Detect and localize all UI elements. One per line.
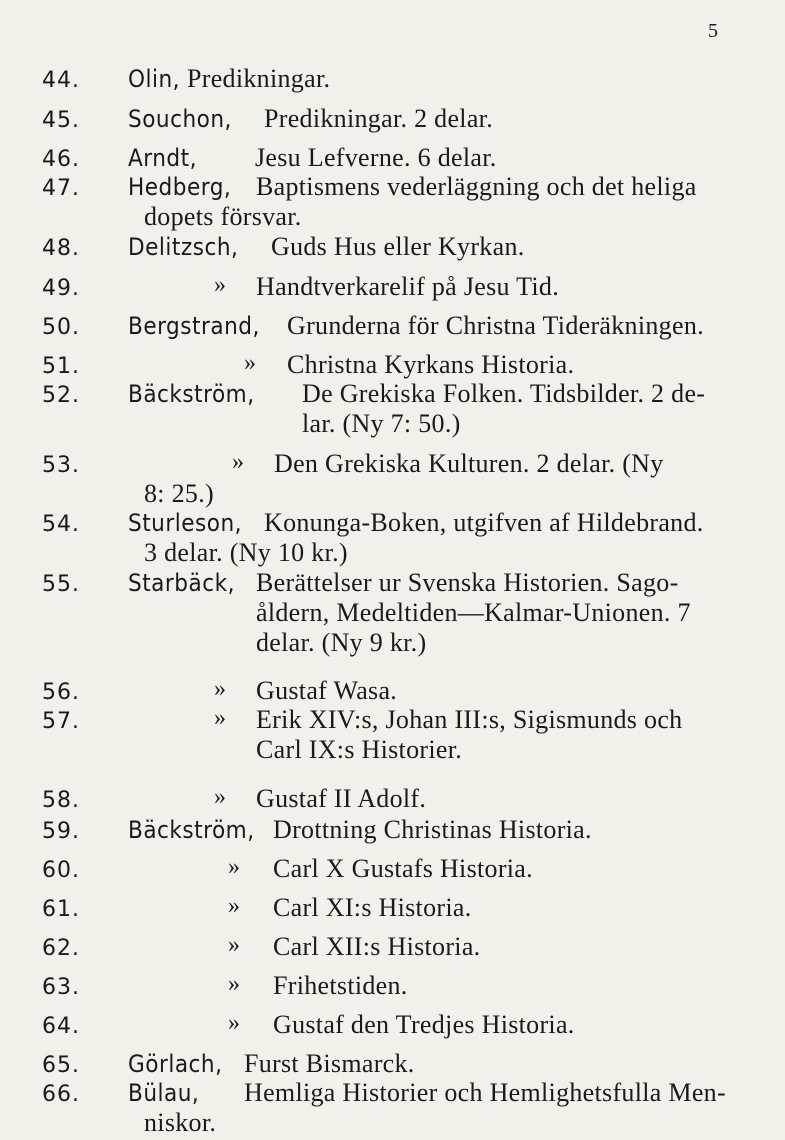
entry-author: Starbäck,	[128, 569, 235, 597]
entry-title: Furst Bismarck.	[244, 1049, 415, 1078]
entry-number: 65.	[42, 1053, 80, 1078]
ditto-mark: »	[228, 1010, 240, 1036]
ditto-mark: »	[214, 272, 226, 298]
ditto-mark: »	[244, 350, 256, 376]
entry-title: Carl XI:s Historia.	[273, 893, 472, 922]
entry-number: 55.	[42, 572, 80, 597]
ditto-mark: »	[228, 854, 240, 880]
entry-title: Konunga-Boken, utgifven af Hildebrand.	[264, 508, 704, 537]
entry-author: Hedberg,	[128, 173, 232, 201]
entry-title: Jesu Lefverne. 6 delar.	[255, 143, 497, 172]
entry-title: Carl XII:s Historia.	[273, 932, 481, 961]
entry-number: 66.	[42, 1082, 80, 1107]
entry-author: Souchon,	[128, 105, 232, 133]
entry-number: 52.	[42, 383, 80, 408]
entry-title: Christna Kyrkans Historia.	[287, 350, 575, 379]
entry-author: Bergstrand,	[128, 312, 260, 340]
entry-number: 62.	[42, 936, 80, 961]
entry-title: Drottning Christinas Historia.	[273, 815, 592, 844]
entry-number: 45.	[42, 108, 80, 133]
entry-title: Handtverkarelif på Jesu Tid.	[256, 272, 560, 301]
entry-author: Bäckström,	[128, 380, 255, 408]
entry-number: 53.	[42, 453, 80, 478]
entry-title: Grunderna för Christna Tideräkningen.	[287, 311, 704, 340]
entry-number: 46.	[42, 147, 80, 172]
entry-title: Gustaf den Tredjes Historia.	[273, 1010, 575, 1039]
ditto-mark: »	[228, 893, 240, 919]
entry-author: Bülau,	[128, 1079, 200, 1107]
entry-number: 59.	[42, 819, 80, 844]
entry-title: Erik XIV:s, Johan III:s, Sigismunds och	[256, 705, 683, 734]
entry-author: Sturleson,	[128, 509, 243, 537]
ditto-mark: »	[214, 676, 226, 702]
entry-number: 50.	[42, 315, 80, 340]
entry-title: Berättelser ur Svenska Historien. Sago-	[256, 568, 679, 597]
entry-title: Carl X Gustafs Historia.	[273, 854, 533, 883]
entry-title: Predikningar.	[187, 64, 331, 93]
entry-title: Gustaf Wasa.	[256, 676, 398, 705]
entry-number: 47.	[42, 176, 80, 201]
entry-number: 58.	[42, 788, 80, 813]
entry-title: Frihetstiden.	[273, 971, 408, 1000]
entry-number: 64.	[42, 1014, 80, 1039]
entry-title-continuation: åldern, Medeltiden—Kalmar-Unionen. 7	[256, 598, 691, 627]
entry-number: 54.	[42, 512, 80, 537]
entry-title: Hemliga Historier och Hemlighetsfulla Men-	[244, 1078, 726, 1107]
entry-title-continuation: dopets försvar.	[144, 202, 302, 231]
entry-title: Den Grekiska Kulturen. 2 delar. (Ny	[274, 449, 664, 478]
entry-title: Gustaf II Adolf.	[256, 784, 427, 813]
entry-title-continuation: delar. (Ny 9 kr.)	[256, 628, 427, 657]
entry-number: 63.	[42, 975, 80, 1000]
entry-number: 61.	[42, 897, 80, 922]
entry-title: Baptismens vederläggning och det heliga	[256, 172, 697, 201]
entry-title-continuation: niskor.	[144, 1108, 217, 1137]
ditto-mark: »	[232, 449, 244, 475]
entry-title-continuation: 8: 25.)	[144, 479, 214, 508]
entry-author: Olin,	[128, 65, 181, 93]
entry-title-continuation: lar. (Ny 7: 50.)	[302, 409, 461, 438]
entry-number: 44.	[42, 68, 80, 93]
entry-number: 48.	[42, 236, 80, 261]
entry-number: 56.	[42, 680, 80, 705]
ditto-mark: »	[228, 932, 240, 958]
entry-author: Görlach,	[128, 1050, 223, 1078]
ditto-mark: »	[214, 784, 226, 810]
entry-author: Bäckström,	[128, 816, 255, 844]
entry-number: 49.	[42, 276, 80, 301]
entry-title: Guds Hus eller Kyrkan.	[271, 232, 525, 261]
page-number: 5	[708, 20, 718, 42]
ditto-mark: »	[228, 971, 240, 997]
entry-number: 57.	[42, 709, 80, 734]
entry-title-continuation: Carl IX:s Historier.	[256, 735, 463, 764]
entry-title: Predikningar. 2 delar.	[264, 104, 493, 133]
entry-number: 60.	[42, 858, 80, 883]
entry-author: Arndt,	[128, 144, 197, 172]
entry-title-continuation: 3 delar. (Ny 10 kr.)	[144, 538, 348, 567]
entry-number: 51.	[42, 354, 80, 379]
ditto-mark: »	[214, 705, 226, 731]
entry-author: Delitzsch,	[128, 233, 239, 261]
entry-title: De Grekiska Folken. Tidsbilder. 2 de-	[302, 379, 706, 408]
